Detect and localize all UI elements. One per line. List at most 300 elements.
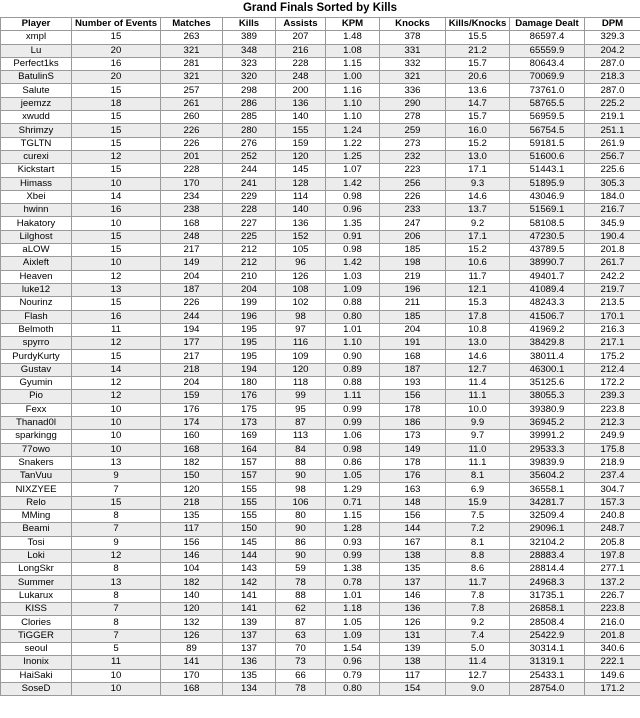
table-cell: 98 bbox=[276, 310, 326, 323]
table-cell: 1.15 bbox=[326, 509, 380, 522]
table-cell: 120 bbox=[276, 150, 326, 163]
table-cell: 144 bbox=[223, 549, 276, 562]
player-name-cell: Lu bbox=[1, 44, 72, 57]
table-cell: 150 bbox=[223, 523, 276, 536]
table-cell: 290 bbox=[380, 97, 446, 110]
table-cell: 9 bbox=[72, 470, 161, 483]
player-name-cell: Shrimzy bbox=[1, 124, 72, 137]
table-cell: 207 bbox=[276, 31, 326, 44]
table-cell: 0.98 bbox=[326, 244, 380, 257]
table-row bbox=[1, 483, 640, 496]
table-cell: 1.15 bbox=[326, 57, 380, 70]
table-cell: 142 bbox=[223, 576, 276, 589]
table-cell: 0.99 bbox=[326, 549, 380, 562]
table-cell: 216.0 bbox=[585, 616, 640, 629]
table-cell: 87 bbox=[276, 616, 326, 629]
table-cell: 156 bbox=[380, 390, 446, 403]
table-row bbox=[1, 589, 640, 602]
table-cell: 11.7 bbox=[446, 270, 510, 283]
table-cell: 70069.9 bbox=[510, 71, 585, 84]
table-cell: 14.7 bbox=[446, 97, 510, 110]
table-cell: 105 bbox=[276, 244, 326, 257]
table-cell: 140 bbox=[276, 204, 326, 217]
table-cell: 223.8 bbox=[585, 603, 640, 616]
table-cell: 225.2 bbox=[585, 97, 640, 110]
table-cell: 28508.4 bbox=[510, 616, 585, 629]
table-cell: 43046.9 bbox=[510, 190, 585, 203]
table-cell: 11.4 bbox=[446, 377, 510, 390]
table-cell: 257 bbox=[161, 84, 223, 97]
table-cell: 29096.1 bbox=[510, 523, 585, 536]
table-cell: 216.3 bbox=[585, 323, 640, 336]
table-cell: 136 bbox=[223, 656, 276, 669]
table-cell: 8 bbox=[72, 616, 161, 629]
table-cell: 248.7 bbox=[585, 523, 640, 536]
table-cell: 1.07 bbox=[326, 164, 380, 177]
table-cell: 194 bbox=[161, 323, 223, 336]
table-cell: 18 bbox=[72, 97, 161, 110]
table-cell: 1.42 bbox=[326, 177, 380, 190]
table-row bbox=[1, 430, 640, 443]
column-header: Damage Dealt bbox=[510, 18, 585, 31]
table-cell: 86 bbox=[276, 536, 326, 549]
table-cell: 1.10 bbox=[326, 111, 380, 124]
table-cell: 225 bbox=[223, 230, 276, 243]
table-cell: 9.2 bbox=[446, 217, 510, 230]
table-cell: 51895.9 bbox=[510, 177, 585, 190]
player-name-cell: TanVuu bbox=[1, 470, 72, 483]
table-cell: 304.7 bbox=[585, 483, 640, 496]
table-cell: 12.7 bbox=[446, 363, 510, 376]
table-cell: 321 bbox=[161, 44, 223, 57]
table-cell: 204 bbox=[380, 323, 446, 336]
table-cell: 88 bbox=[276, 589, 326, 602]
table-cell: 86597.4 bbox=[510, 31, 585, 44]
table-cell: 13.0 bbox=[446, 337, 510, 350]
table-cell: 98 bbox=[276, 483, 326, 496]
table-cell: 211 bbox=[380, 297, 446, 310]
table-cell: 175 bbox=[223, 403, 276, 416]
table-cell: 65559.9 bbox=[510, 44, 585, 57]
table-cell: 204.2 bbox=[585, 44, 640, 57]
table-cell: 218 bbox=[161, 363, 223, 376]
player-name-cell: curexi bbox=[1, 150, 72, 163]
table-cell: 63 bbox=[276, 629, 326, 642]
table-cell: 10 bbox=[72, 669, 161, 682]
table-cell: 1.22 bbox=[326, 137, 380, 150]
table-cell: 113 bbox=[276, 430, 326, 443]
table-cell: 28754.0 bbox=[510, 682, 585, 695]
table-cell: 204 bbox=[223, 283, 276, 296]
table-row bbox=[1, 204, 640, 217]
table-cell: 10 bbox=[72, 682, 161, 695]
table-cell: 104 bbox=[161, 563, 223, 576]
table-cell: 155 bbox=[223, 509, 276, 522]
table-cell: 36558.1 bbox=[510, 483, 585, 496]
table-cell: 198 bbox=[380, 257, 446, 270]
table-cell: 9.0 bbox=[446, 682, 510, 695]
table-cell: 28814.4 bbox=[510, 563, 585, 576]
table-cell: 167 bbox=[380, 536, 446, 549]
table-cell: 331 bbox=[380, 44, 446, 57]
table-cell: 51600.6 bbox=[510, 150, 585, 163]
table-cell: 146 bbox=[380, 589, 446, 602]
table-cell: 8 bbox=[72, 509, 161, 522]
table-row bbox=[1, 642, 640, 655]
table-cell: 136 bbox=[276, 217, 326, 230]
table-cell: 31319.1 bbox=[510, 656, 585, 669]
table-cell: 7 bbox=[72, 629, 161, 642]
table-cell: 7 bbox=[72, 523, 161, 536]
table-cell: 0.98 bbox=[326, 443, 380, 456]
table-cell: 204 bbox=[161, 270, 223, 283]
table-cell: 1.11 bbox=[326, 390, 380, 403]
table-cell: 11 bbox=[72, 323, 161, 336]
table-row bbox=[1, 177, 640, 190]
table-cell: 7.5 bbox=[446, 509, 510, 522]
table-cell: 56754.5 bbox=[510, 124, 585, 137]
table-cell: 78 bbox=[276, 576, 326, 589]
column-header: Number of Events bbox=[72, 18, 161, 31]
table-cell: 31735.1 bbox=[510, 589, 585, 602]
table-row bbox=[1, 44, 640, 57]
table-row bbox=[1, 509, 640, 522]
table-cell: 200 bbox=[276, 84, 326, 97]
table-cell: 1.24 bbox=[326, 124, 380, 137]
table-cell: 137 bbox=[223, 642, 276, 655]
table-cell: 217 bbox=[161, 350, 223, 363]
player-name-cell: luke12 bbox=[1, 283, 72, 296]
player-name-cell: Beami bbox=[1, 523, 72, 536]
table-cell: 1.16 bbox=[326, 84, 380, 97]
table-cell: 229 bbox=[223, 190, 276, 203]
table-cell: 168 bbox=[380, 350, 446, 363]
player-name-cell: Loki bbox=[1, 549, 72, 562]
table-cell: 16 bbox=[72, 57, 161, 70]
table-cell: 157 bbox=[223, 456, 276, 469]
table-cell: 178 bbox=[380, 456, 446, 469]
table-cell: 1.35 bbox=[326, 217, 380, 230]
table-cell: 176 bbox=[223, 390, 276, 403]
table-row bbox=[1, 470, 640, 483]
table-cell: 195 bbox=[223, 323, 276, 336]
table-cell: 8.8 bbox=[446, 549, 510, 562]
table-cell: 48243.3 bbox=[510, 297, 585, 310]
table-cell: 280 bbox=[223, 124, 276, 137]
table-cell: 11.1 bbox=[446, 390, 510, 403]
table-cell: 15.2 bbox=[446, 137, 510, 150]
table-cell: 8 bbox=[72, 589, 161, 602]
table-cell: 196 bbox=[380, 283, 446, 296]
table-cell: 1.10 bbox=[326, 337, 380, 350]
column-header: Matches bbox=[161, 18, 223, 31]
table-row bbox=[1, 363, 640, 376]
table-row bbox=[1, 283, 640, 296]
table-row bbox=[1, 310, 640, 323]
table-cell: 26858.1 bbox=[510, 603, 585, 616]
table-cell: 10 bbox=[72, 257, 161, 270]
player-name-cell: Tosi bbox=[1, 536, 72, 549]
table-cell: 41089.4 bbox=[510, 283, 585, 296]
table-cell: 12 bbox=[72, 337, 161, 350]
table-cell: 287.0 bbox=[585, 84, 640, 97]
table-cell: 159 bbox=[276, 137, 326, 150]
table-cell: 156 bbox=[161, 536, 223, 549]
player-name-cell: Belmoth bbox=[1, 323, 72, 336]
table-cell: 106 bbox=[276, 496, 326, 509]
table-cell: 10.0 bbox=[446, 403, 510, 416]
table-cell: 219.7 bbox=[585, 283, 640, 296]
table-cell: 173 bbox=[223, 416, 276, 429]
table-cell: 332 bbox=[380, 57, 446, 70]
table-cell: 21.2 bbox=[446, 44, 510, 57]
table-cell: 1.08 bbox=[326, 44, 380, 57]
table-cell: 35125.6 bbox=[510, 377, 585, 390]
player-name-cell: LongSkr bbox=[1, 563, 72, 576]
table-title: Grand Finals Sorted by Kills bbox=[242, 2, 397, 14]
table-cell: 261.7 bbox=[585, 257, 640, 270]
table-cell: 117 bbox=[161, 523, 223, 536]
table-cell: 13.6 bbox=[446, 84, 510, 97]
table-cell: 66 bbox=[276, 669, 326, 682]
table-row bbox=[1, 563, 640, 576]
table-cell: 43789.5 bbox=[510, 244, 585, 257]
table-cell: 41506.7 bbox=[510, 310, 585, 323]
table-cell: 1.38 bbox=[326, 563, 380, 576]
table-cell: 114 bbox=[276, 190, 326, 203]
table-row bbox=[1, 137, 640, 150]
table-cell: 305.3 bbox=[585, 177, 640, 190]
table-cell: 201.8 bbox=[585, 244, 640, 257]
table-cell: 90 bbox=[276, 470, 326, 483]
table-row bbox=[1, 377, 640, 390]
table-cell: 321 bbox=[161, 71, 223, 84]
table-cell: 25433.1 bbox=[510, 669, 585, 682]
table-cell: 261.9 bbox=[585, 137, 640, 150]
table-cell: 135 bbox=[161, 509, 223, 522]
table-cell: 320 bbox=[223, 71, 276, 84]
table-cell: 15 bbox=[72, 230, 161, 243]
table-cell: 0.99 bbox=[326, 403, 380, 416]
table-cell: 140 bbox=[161, 589, 223, 602]
table-cell: 261 bbox=[161, 97, 223, 110]
table-cell: 0.96 bbox=[326, 656, 380, 669]
column-header: Knocks bbox=[380, 18, 446, 31]
table-cell: 126 bbox=[161, 629, 223, 642]
table-cell: 46300.1 bbox=[510, 363, 585, 376]
table-cell: 248 bbox=[161, 230, 223, 243]
table-row bbox=[1, 576, 640, 589]
table-cell: 175.2 bbox=[585, 350, 640, 363]
table-cell: 174 bbox=[161, 416, 223, 429]
table-cell: 88 bbox=[276, 456, 326, 469]
table-cell: 47230.5 bbox=[510, 230, 585, 243]
table-cell: 263 bbox=[161, 31, 223, 44]
table-cell: 126 bbox=[276, 270, 326, 283]
table-cell: 137 bbox=[380, 576, 446, 589]
table-row bbox=[1, 350, 640, 363]
table-cell: 0.80 bbox=[326, 682, 380, 695]
table-cell: 10 bbox=[72, 443, 161, 456]
table-row bbox=[1, 682, 640, 695]
table-cell: 17.8 bbox=[446, 310, 510, 323]
table-cell: 146 bbox=[161, 549, 223, 562]
table-cell: 117 bbox=[380, 669, 446, 682]
table-row bbox=[1, 71, 640, 84]
table-cell: 278 bbox=[380, 111, 446, 124]
table-cell: 281 bbox=[161, 57, 223, 70]
table-cell: 340.6 bbox=[585, 642, 640, 655]
table-cell: 17.1 bbox=[446, 230, 510, 243]
player-name-cell: Thanad0l bbox=[1, 416, 72, 429]
table-row bbox=[1, 669, 640, 682]
table-cell: 141 bbox=[161, 656, 223, 669]
table-cell: 242.2 bbox=[585, 270, 640, 283]
table-cell: 136 bbox=[380, 603, 446, 616]
table-cell: 138 bbox=[380, 656, 446, 669]
table-cell: 7 bbox=[72, 603, 161, 616]
table-cell: 10.8 bbox=[446, 323, 510, 336]
table-cell: 285 bbox=[223, 111, 276, 124]
table-cell: 32104.2 bbox=[510, 536, 585, 549]
table-cell: 9.3 bbox=[446, 177, 510, 190]
table-cell: 259 bbox=[380, 124, 446, 137]
player-name-cell: Gustav bbox=[1, 363, 72, 376]
table-cell: 217.1 bbox=[585, 337, 640, 350]
table-cell: 178 bbox=[380, 403, 446, 416]
table-cell: 159 bbox=[161, 390, 223, 403]
table-cell: 210 bbox=[223, 270, 276, 283]
table-cell: 138 bbox=[380, 549, 446, 562]
table-row bbox=[1, 616, 640, 629]
table-cell: 17.1 bbox=[446, 164, 510, 177]
table-cell: 145 bbox=[276, 164, 326, 177]
table-cell: 14 bbox=[72, 190, 161, 203]
table-cell: 256 bbox=[380, 177, 446, 190]
table-cell: 8.6 bbox=[446, 563, 510, 576]
table-cell: 13 bbox=[72, 456, 161, 469]
table-cell: 187 bbox=[380, 363, 446, 376]
table-cell: 30314.1 bbox=[510, 642, 585, 655]
table-cell: 14.6 bbox=[446, 190, 510, 203]
player-name-cell: SoseD bbox=[1, 682, 72, 695]
table-row bbox=[1, 217, 640, 230]
table-cell: 157 bbox=[223, 470, 276, 483]
table-cell: 168 bbox=[161, 682, 223, 695]
player-name-cell: Himass bbox=[1, 177, 72, 190]
table-cell: 143 bbox=[223, 563, 276, 576]
table-cell: 180 bbox=[223, 377, 276, 390]
table-cell: 51443.1 bbox=[510, 164, 585, 177]
player-name-cell: Pio bbox=[1, 390, 72, 403]
table-cell: 15 bbox=[72, 496, 161, 509]
table-cell: 228 bbox=[161, 164, 223, 177]
table-cell: 15 bbox=[72, 297, 161, 310]
table-cell: 248 bbox=[276, 71, 326, 84]
table-cell: 73761.0 bbox=[510, 84, 585, 97]
table-cell: 163 bbox=[380, 483, 446, 496]
table-cell: 168 bbox=[161, 443, 223, 456]
table-cell: 182 bbox=[161, 456, 223, 469]
table-cell: 35604.2 bbox=[510, 470, 585, 483]
player-name-cell: hwinn bbox=[1, 204, 72, 217]
table-cell: 1.29 bbox=[326, 483, 380, 496]
table-cell: 10 bbox=[72, 177, 161, 190]
table-cell: 96 bbox=[276, 257, 326, 270]
table-cell: 0.88 bbox=[326, 297, 380, 310]
table-cell: 16.0 bbox=[446, 124, 510, 137]
table-cell: 194 bbox=[223, 363, 276, 376]
table-cell: 137.2 bbox=[585, 576, 640, 589]
table-cell: 41969.2 bbox=[510, 323, 585, 336]
table-cell: 219 bbox=[380, 270, 446, 283]
table-cell: 139 bbox=[223, 616, 276, 629]
player-name-cell: Lukarux bbox=[1, 589, 72, 602]
table-cell: 232 bbox=[380, 150, 446, 163]
table-cell: 256.7 bbox=[585, 150, 640, 163]
table-cell: 191 bbox=[380, 337, 446, 350]
table-cell: 154 bbox=[380, 682, 446, 695]
table-cell: 39380.9 bbox=[510, 403, 585, 416]
player-name-cell: xmpl bbox=[1, 31, 72, 44]
column-header: Player bbox=[1, 18, 72, 31]
table-cell: 1.42 bbox=[326, 257, 380, 270]
table-cell: 216 bbox=[276, 44, 326, 57]
table-cell: 228 bbox=[223, 204, 276, 217]
player-name-cell: TiGGER bbox=[1, 629, 72, 642]
table-cell: 0.79 bbox=[326, 669, 380, 682]
table-cell: 249.9 bbox=[585, 430, 640, 443]
table-cell: 226.7 bbox=[585, 589, 640, 602]
table-cell: 276 bbox=[223, 137, 276, 150]
table-cell: 168 bbox=[161, 217, 223, 230]
table-cell: 237.4 bbox=[585, 470, 640, 483]
table-cell: 287.0 bbox=[585, 57, 640, 70]
table-cell: 204 bbox=[161, 377, 223, 390]
table-cell: 170 bbox=[161, 177, 223, 190]
table-cell: 260 bbox=[161, 111, 223, 124]
table-cell: 148 bbox=[380, 496, 446, 509]
table-row bbox=[1, 164, 640, 177]
table-cell: 1.00 bbox=[326, 71, 380, 84]
table-cell: 14.6 bbox=[446, 350, 510, 363]
header-row bbox=[1, 18, 640, 31]
table-cell: 177 bbox=[161, 337, 223, 350]
table-row bbox=[1, 549, 640, 562]
player-name-cell: Gyumin bbox=[1, 377, 72, 390]
table-row bbox=[1, 456, 640, 469]
player-name-cell: Xbei bbox=[1, 190, 72, 203]
table-cell: 10 bbox=[72, 403, 161, 416]
table-cell: 128 bbox=[276, 177, 326, 190]
table-cell: 78 bbox=[276, 682, 326, 695]
table-cell: 152 bbox=[276, 230, 326, 243]
table-cell: 186 bbox=[380, 416, 446, 429]
table-row bbox=[1, 629, 640, 642]
table-cell: 157.3 bbox=[585, 496, 640, 509]
table-cell: 149 bbox=[161, 257, 223, 270]
table-cell: 1.10 bbox=[326, 97, 380, 110]
table-cell: 51569.1 bbox=[510, 204, 585, 217]
table-cell: 90 bbox=[276, 549, 326, 562]
player-name-cell: PurdyKurty bbox=[1, 350, 72, 363]
table-cell: 212.4 bbox=[585, 363, 640, 376]
table-cell: 223.8 bbox=[585, 403, 640, 416]
table-cell: 378 bbox=[380, 31, 446, 44]
table-cell: 193 bbox=[380, 377, 446, 390]
table-cell: 12.1 bbox=[446, 283, 510, 296]
table-cell: 1.09 bbox=[326, 283, 380, 296]
